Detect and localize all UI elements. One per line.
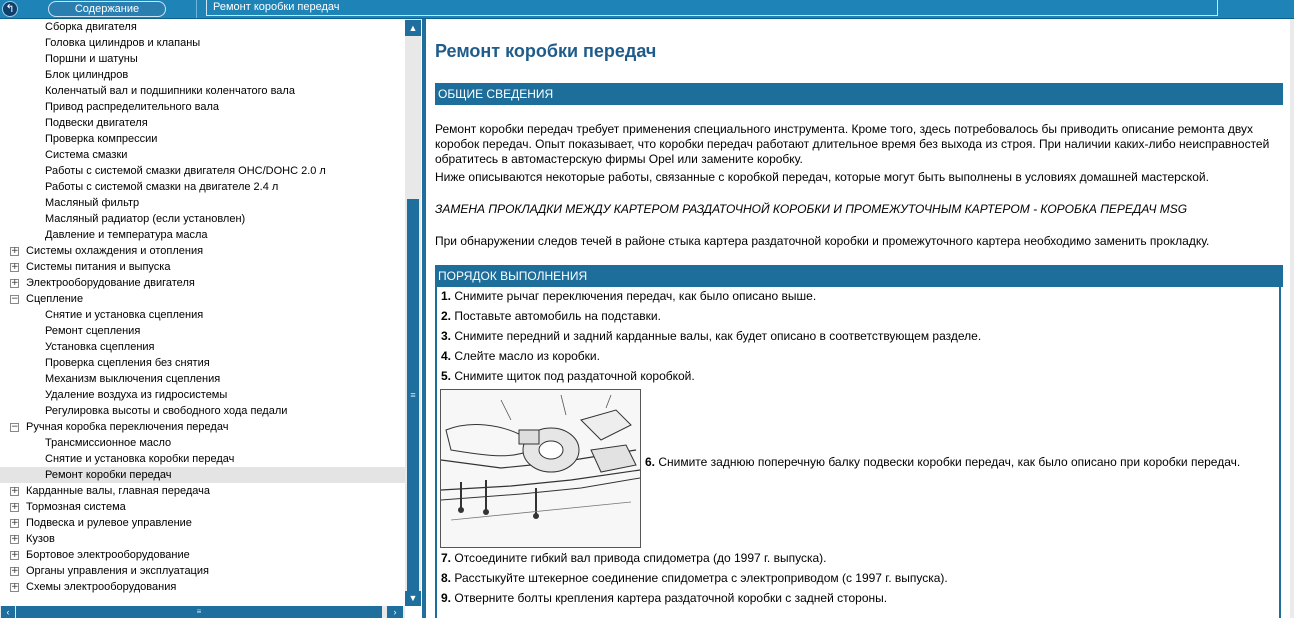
scroll-thumb-horizontal[interactable]: ≡ <box>16 606 382 618</box>
tree-item[interactable] <box>0 179 405 195</box>
section-heading-procedure: ПОРЯДОК ВЫПОЛНЕНИЯ <box>435 265 1283 287</box>
tree-item[interactable] <box>0 163 405 179</box>
expand-icon[interactable]: + <box>11 246 19 256</box>
procedure-step: 4. Слейте масло из коробки. <box>441 349 600 363</box>
article-scrollbar[interactable] <box>1290 19 1294 618</box>
procedure-step: 5. Снимите щиток под раздаточной коробкой. <box>441 369 695 383</box>
tree-item-label: Работы с системой смазки на двигателе 2.4 л <box>45 181 279 193</box>
tree-item-label: Система смазки <box>45 149 128 161</box>
tree-item[interactable] <box>0 259 405 275</box>
procedure-steps <box>435 285 1281 618</box>
tree-item[interactable] <box>0 227 405 243</box>
tree-item[interactable] <box>0 211 405 227</box>
tree-item[interactable] <box>0 275 405 291</box>
tree-item[interactable] <box>0 531 405 547</box>
tree-item[interactable] <box>0 19 405 35</box>
tree-item[interactable] <box>0 563 405 579</box>
step-6: 6. Снимите заднюю поперечную балку подвески коробки передач, как было описано при коробки передач. <box>645 455 1241 469</box>
tree-item[interactable] <box>0 115 405 131</box>
collapse-icon[interactable]: − <box>11 422 19 432</box>
expand-icon[interactable]: + <box>11 502 19 512</box>
tree-item[interactable] <box>0 195 405 211</box>
tree-item-label: Снятие и установка сцепления <box>45 309 204 321</box>
transmission-diagram <box>440 389 641 548</box>
tree-item-label: Проверка сцепления без снятия <box>45 357 210 369</box>
tree-item-label: Карданные валы, главная передача <box>26 485 210 497</box>
tree-item-label: Механизм выключения сцепления <box>45 373 221 385</box>
contents-button[interactable]: Содержание <box>48 1 166 17</box>
toc-vertical-scrollbar[interactable] <box>405 19 421 606</box>
tree-item[interactable] <box>0 467 405 483</box>
tree-item-label: Бортовое электрооборудование <box>26 549 190 561</box>
article-pane <box>426 19 1294 618</box>
tree-item-label: Масляный фильтр <box>45 197 140 209</box>
tree-item[interactable] <box>0 291 405 307</box>
page-title-bar: Ремонт коробки передач <box>206 0 1218 16</box>
expand-icon[interactable]: + <box>11 534 19 544</box>
expand-icon[interactable]: + <box>11 566 19 576</box>
tree-item-label: Масляный радиатор (если установлен) <box>45 213 246 225</box>
scroll-up-icon[interactable]: ▲ <box>405 20 421 36</box>
procedure-step: 7. Отсоедините гибкий вал привода спидометра (до 1997 г. выпуска). <box>441 551 827 565</box>
tree-item-label: Схемы электрооборудования <box>26 581 177 593</box>
expand-icon[interactable]: + <box>11 486 19 496</box>
back-arrow-icon: ↰ <box>5 3 15 15</box>
scroll-right-icon[interactable]: › <box>387 606 403 618</box>
tree-item-label: Снятие и установка коробки передач <box>45 453 235 465</box>
tree-item-label: Системы охлаждения и отопления <box>26 245 204 257</box>
tree-item-label: Блок цилиндров <box>45 69 129 81</box>
tree-item[interactable] <box>0 83 405 99</box>
tree-item[interactable] <box>0 579 405 595</box>
subheading-gasket: ЗАМЕНА ПРОКЛАДКИ МЕЖДУ КАРТЕРОМ РАЗДАТОЧНОЙ КОРОБКИ И ПРОМЕЖУТОЧНЫМ КАРТЕРОМ - КОРОБКА ПЕРЕДАЧ MSG <box>435 202 1188 216</box>
tree-item[interactable] <box>0 515 405 531</box>
tree-item[interactable] <box>0 323 405 339</box>
tree-item[interactable] <box>0 419 405 435</box>
paragraph-gasket: При обнаружении следов течей в районе стыка картера раздаточной коробки и промежуточного картера необходимо заменить прокладку. <box>435 234 1210 248</box>
tree-item-label: Трансмиссионное масло <box>45 437 172 449</box>
procedure-step: 3. Снимите передний и задний карданные валы, как будет описано в соответствующем разделе. <box>441 329 982 343</box>
article-title: Ремонт коробки передач <box>435 41 657 61</box>
procedure-step: 9. Отверните болты крепления картера раздаточной коробки с задней стороны. <box>441 591 888 605</box>
tree-item-label: Коленчатый вал и подшипники коленчатого вала <box>45 85 295 97</box>
tree-item-label: Головка цилиндров и клапаны <box>45 37 201 49</box>
tree-item[interactable] <box>0 307 405 323</box>
tree-item[interactable] <box>0 371 405 387</box>
tree-item-label: Давление и температура масла <box>45 229 208 241</box>
tree-item[interactable] <box>0 403 405 419</box>
toc-horizontal-scrollbar[interactable] <box>0 606 405 618</box>
toc-pane <box>0 19 422 618</box>
toc-tree <box>0 19 405 606</box>
tree-item[interactable] <box>0 499 405 515</box>
tree-item-label: Ремонт сцепления <box>45 325 141 337</box>
tree-item-label: Подвески двигателя <box>45 117 148 129</box>
scroll-down-icon[interactable]: ▼ <box>405 591 421 606</box>
tree-item[interactable] <box>0 67 405 83</box>
tree-item[interactable] <box>0 339 405 355</box>
tree-item-label: Сборка двигателя <box>45 21 137 33</box>
tree-item[interactable] <box>0 51 405 67</box>
procedure-step: 2. Поставьте автомобиль на подставки. <box>441 309 661 323</box>
procedure-step: 8. Расстыкуйте штекерное соединение спидометра с электроприводом (с 1997 г. выпуска). <box>441 571 948 585</box>
collapse-icon[interactable]: − <box>11 294 19 304</box>
expand-icon[interactable]: + <box>11 582 19 592</box>
tree-item-label: Подвеска и рулевое управление <box>26 517 192 529</box>
tree-item[interactable] <box>0 35 405 51</box>
tree-item-label: Ручная коробка переключения передач <box>26 421 229 433</box>
tree-item-label: Установка сцепления <box>45 341 155 353</box>
paragraph-intro: Ремонт коробки передач требует применения специального инструмента. Кроме того, здесь потребовалось бы приводить описание ремонта двух коробок передач. Опыт показывает, что коробки передач работают длительное время без выхода из строя. При наличии каких-либо неисправностей обратитесь в автомастерскую фирмы Opel или замените коробку. <box>435 122 1270 166</box>
tree-item[interactable] <box>0 483 405 499</box>
tree-item-label: Поршни и шатуны <box>45 53 138 65</box>
expand-icon[interactable]: + <box>11 518 19 528</box>
procedure-step: 1. Снимите рычаг переключения передач, как было описано выше. <box>441 289 817 303</box>
back-button[interactable] <box>2 1 18 17</box>
top-bar <box>0 0 1294 19</box>
tree-item[interactable] <box>0 147 405 163</box>
tree-item-label: Регулировка высоты и свободного хода педали <box>45 405 288 417</box>
section-heading-general: ОБЩИЕ СВЕДЕНИЯ <box>435 83 1283 105</box>
scroll-thumb[interactable]: ≡ <box>407 199 419 591</box>
paragraph-note: Ниже описываются некоторые работы, связанные с коробкой передач, которые могут быть выполнены в условиях домашней мастерской. <box>435 170 1209 184</box>
tree-item[interactable] <box>0 451 405 467</box>
expand-icon[interactable]: + <box>11 262 19 272</box>
toolbar-separator <box>196 0 197 18</box>
tree-item[interactable] <box>0 131 405 147</box>
tree-item-label: Системы питания и выпуска <box>26 261 171 273</box>
tree-item-label: Электрооборудование двигателя <box>26 277 195 289</box>
tree-item-label: Тормозная система <box>26 501 126 513</box>
tree-item-label: Сцепление <box>26 293 84 305</box>
tree-item-label: Работы с системой смазки двигателя OHC/DOHC 2.0 л <box>45 165 326 177</box>
expand-icon[interactable]: + <box>11 550 19 560</box>
tree-item-label: Привод распределительного вала <box>45 101 219 113</box>
tree-item-label: Кузов <box>26 533 55 545</box>
tree-item-label: Ремонт коробки передач <box>45 469 172 481</box>
tree-item[interactable] <box>0 547 405 563</box>
tree-item[interactable] <box>0 435 405 451</box>
tree-item[interactable] <box>0 99 405 115</box>
scroll-left-icon[interactable]: ‹ <box>1 606 15 618</box>
expand-icon[interactable]: + <box>11 278 19 288</box>
tree-item-label: Органы управления и эксплуатация <box>26 565 209 577</box>
tree-item[interactable] <box>0 355 405 371</box>
tree-item-label: Проверка компрессии <box>45 133 158 145</box>
tree-item[interactable] <box>0 243 405 259</box>
tree-item-label: Удаление воздуха из гидросистемы <box>45 389 228 401</box>
tree-item[interactable] <box>0 387 405 403</box>
